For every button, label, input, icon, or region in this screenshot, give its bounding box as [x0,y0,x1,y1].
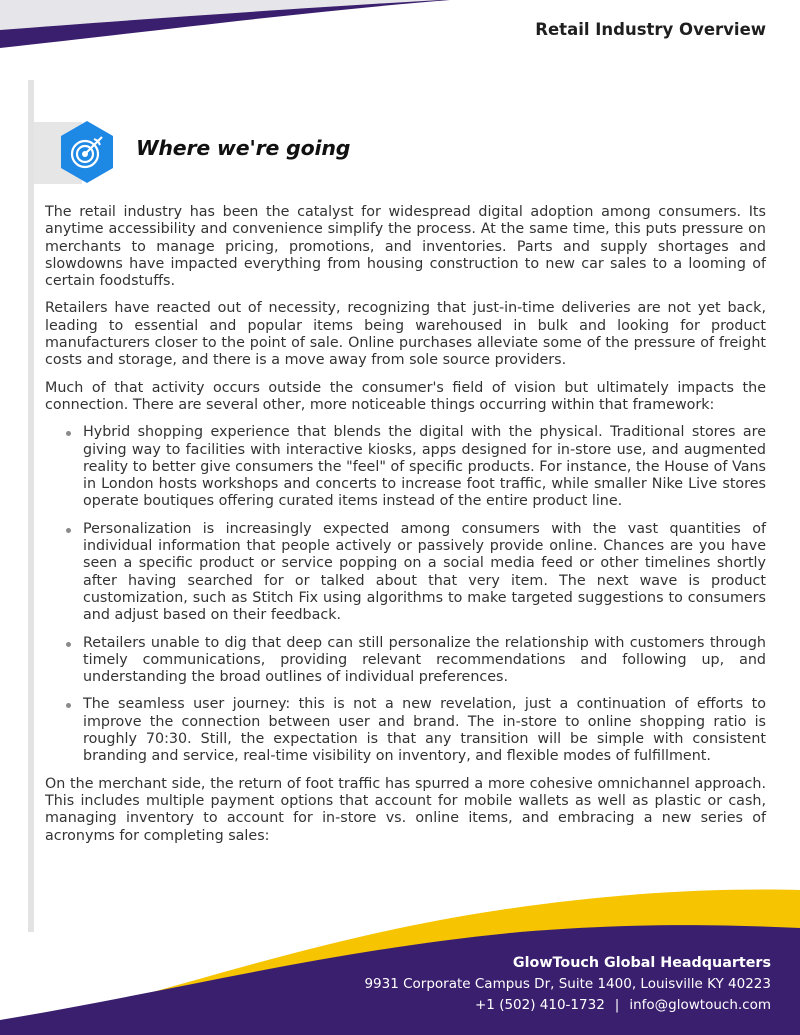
trend-list [45,424,766,765]
paragraph: Much of that activity occurs outside the consumer's field of vision but ultimately impacts the connection. There are several other, more noticeable things occurring within that framework: [45,379,766,413]
left-accent-rule [28,80,34,932]
footer-contact [364,953,771,1016]
company-name: GlowTouch Global Headquarters [512,955,771,971]
document-title: Retail Industry Overview [535,20,766,39]
list-item: Retailers unable to dig that deep can still personalize the relationship with customers through timely communications, providing relevant recommendations and following up, and understanding the broad outlines of individual preferences. [83,634,766,686]
target-icon [57,119,117,185]
phone-number: +1 (502) 410-1732 [475,997,605,1013]
section-heading: Where we're going [136,136,351,160]
contact-line [364,995,771,1016]
company-address: 9931 Corporate Campus Dr, Suite 1400, Louisville KY 40223 [364,976,771,992]
list-item: The seamless user journey: this is not a new revelation, just a continuation of efforts to improve the connection between user and brand. The in-store to online shopping ratio is roughly 70:30. Still, the expectation is that any transition will be simple with consistent branding and service, real-time visibility on inventory, and flexible modes of fulfillment. [83,696,766,765]
separator: | [614,997,620,1013]
list-item: Personalization is increasingly expected among consumers with the vast quantities of individual information that people actively or passively provide online. Chances are you have seen a specific product or service popping on a social media feed or other timelines shortly after having searched for or talked about that very item. The next wave is product customization, such as Stitch Fix using algorithms to make targeted suggestions to consumers and adjust based on their feedback. [83,520,766,624]
article-body [45,204,766,855]
paragraph: The retail industry has been the catalyst for widespread digital adoption among consumers. Its anytime accessibility and convenience simplify the process. At the same time, this puts pressure on merchants to manage pricing, promotions, and inventories. Parts and supply shortages and slowdowns have impacted everything from housing construction to new car sales to a looming of certain foodstuffs. [45,204,766,290]
closing-paragraph: On the merchant side, the return of foot traffic has spurred a more cohesive omnichannel approach. This includes multiple payment options that account for mobile wallets as well as plastic or cash, managing inventory to account for in-store vs. online items, and embracing a new series of acronyms for completing sales: [45,775,766,844]
paragraph: Retailers have reacted out of necessity, recognizing that just-in-time deliveries are not yet back, leading to essential and popular items being warehoused in bulk and looking for product manufacturers closer to the point of sale. Online purchases alleviate some of the pressure of freight costs and storage, and there is a move away from sole source providers. [45,300,766,369]
list-item: Hybrid shopping experience that blends the digital with the physical. Traditional stores are giving way to facilities with interactive kiosks, apps designed for in-store use, and augmented reality to better give consumers the "feel" of specific products. For instance, the House of Vans in London hosts workshops and concerts to increase foot traffic, while smaller Nike Live stores operate boutiques offering curated items instead of the entire product line. [83,424,766,510]
email-address: info@glowtouch.com [629,997,771,1013]
